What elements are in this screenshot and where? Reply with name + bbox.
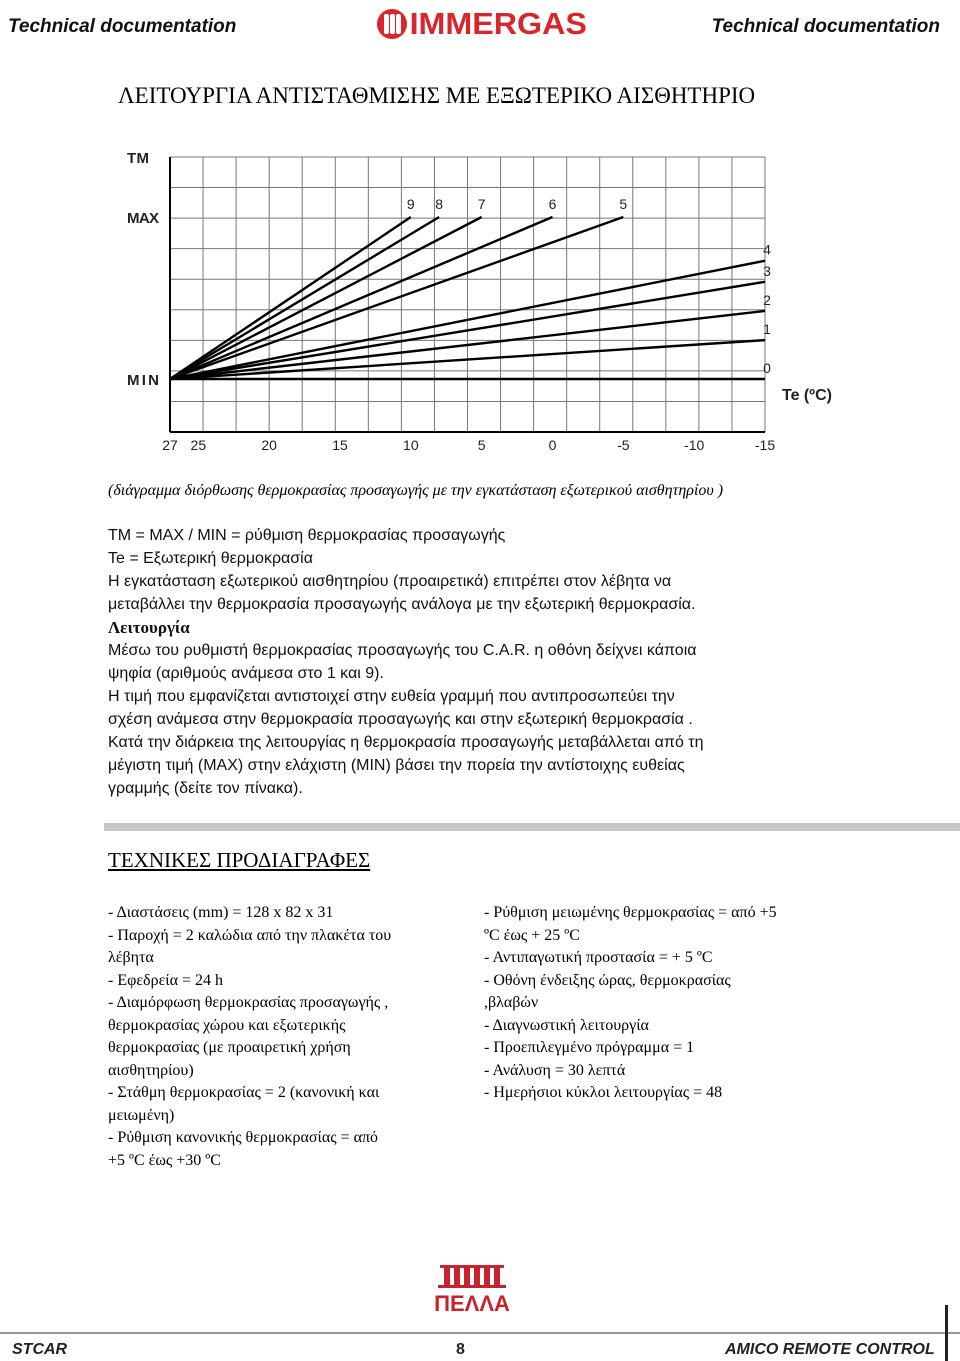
spec-line: ,βλαβών <box>484 994 539 1011</box>
footer-rule <box>0 1332 960 1334</box>
footer-right-text: AMICO REMOTE CONTROL <box>725 1341 935 1358</box>
x-tick-label: 15 <box>332 437 348 453</box>
curve-6 <box>170 217 553 379</box>
header-right-text: Technical documentation <box>711 16 940 37</box>
x-tick-label: 10 <box>403 437 419 453</box>
y-axis-label: MIN <box>127 372 159 389</box>
curve-label: 7 <box>477 196 486 212</box>
spec-line: +5 ºC έως +30 ºC <box>108 1151 221 1169</box>
x-tick-label: -10 <box>684 437 705 453</box>
curve-label: 1 <box>763 321 771 338</box>
chart-caption: (διάγραμμα διόρθωσης θερμοκρασίας προσαγωγής με την εγκατάσταση εξωτερικού αισθητηρίου ) <box>108 482 724 499</box>
spec-line: θερμοκρασίας χώρου και εξωτερικής <box>108 1016 346 1034</box>
description-line: Te = Εξωτερική θερμοκρασία <box>108 550 313 567</box>
x-tick-label: 20 <box>261 437 277 453</box>
pella-logo-text: ΠΕΛΛΑ <box>434 1291 510 1316</box>
curve-label: 6 <box>548 196 557 212</box>
section-heading-operation: Λειτουργία <box>108 618 190 637</box>
x-tick-label: 5 <box>477 437 486 453</box>
spec-line: - Στάθμη θερμοκρασίας = 2 (κανονική και <box>108 1084 380 1101</box>
x-tick-label: -5 <box>617 437 630 453</box>
spec-line: - Προεπιλεγμένο πρόγραμμα = 1 <box>484 1039 695 1056</box>
spec-line: - Εφεδρεία = 24 h <box>108 971 224 989</box>
specs-left-column <box>108 902 391 1172</box>
footer-left-text: STCAR <box>12 1341 68 1358</box>
spec-line: - Αντιπαγωτική προστασία = + 5 ºC <box>484 949 713 966</box>
description-line: Η εγκατάσταση εξωτερικού αισθητηρίου (προαιρετικά) επιτρέπει στον λέβητα να <box>108 573 672 590</box>
description-line: Κατά την διάρκεια της λειτουργίας η θερμοκρασία προσαγωγής μεταβάλλεται από τη <box>108 734 704 751</box>
pella-logo-column <box>444 1267 450 1285</box>
spec-line: - Ανάλυση = 30 λεπτά <box>484 1061 626 1079</box>
description <box>108 524 848 800</box>
spec-line: - Παροχή = 2 καλώδια από την πλακέτα του <box>108 926 392 944</box>
section-divider <box>104 823 960 831</box>
compensation-chart <box>110 135 832 460</box>
immergas-logo <box>377 6 587 42</box>
curve-label: 8 <box>435 196 444 212</box>
description-line: σχέση ανάμεσα στην θερμοκρασία προσαγωγής και στην εξωτερική θερμοκρασία . <box>108 711 693 728</box>
spec-line: - Ημερήσιοι κύκλοι λειτουργίας = 48 <box>484 1084 723 1101</box>
spec-line: μειωμένη) <box>108 1106 175 1124</box>
description-line: Η τιμή που εμφανίζεται αντιστοιχεί στην ευθεία γραμμή που αντιπροσωπεύει την <box>108 688 675 705</box>
pella-logo <box>410 1265 535 1315</box>
description-line: TM = MAX / MIN = ρύθμιση θερμοκρασίας προσαγωγής <box>108 527 506 544</box>
curve-label: 9 <box>406 196 415 212</box>
curve-label: 2 <box>763 291 771 308</box>
description-line: γραμμής (δείτε τον πίνακα). <box>108 780 303 797</box>
spec-line: λέβητα <box>108 949 154 966</box>
spec-line: - Ρύθμιση μειωμένης θερμοκρασίας = από +5 <box>484 904 777 921</box>
x-axis-title: Te (ºC) <box>782 387 832 404</box>
spec-line: - Διαγνωστική λειτουργία <box>484 1016 649 1034</box>
footer-vertical-bar <box>945 1305 948 1361</box>
curve-label: 4 <box>763 241 771 258</box>
spec-line: - Οθόνη ένδειξης ώρας, θερμοκρασίας <box>484 971 731 989</box>
y-axis-label: TM <box>127 150 149 167</box>
spec-line: αισθητηρίου) <box>108 1061 194 1079</box>
page-header <box>0 0 960 50</box>
x-tick-label: 25 <box>190 437 207 453</box>
curve-label: 5 <box>619 196 628 212</box>
immergas-logo-icon <box>377 9 407 39</box>
page-title: ΛΕΙΤΟΥΡΓΙΑ ΑΝΤΙΣΤΑΘΜΙΣΗΣ ΜΕ ΕΞΩΤΕΡΙΚΟ ΑΙΣΘΗΤΗΡΙΟ <box>118 83 756 108</box>
spec-line: - Ρύθμιση κανονικής θερμοκρασίας = από <box>108 1129 379 1146</box>
x-tick-label: 27 <box>162 437 178 453</box>
description-line: μέγιστη τιμή (MAX) στην ελάχιστη (MIN) βάσει την πορεία την αντίστοιχης ευθείας <box>108 757 685 774</box>
specs-title: ΤΕΧΝΙΚΕΣ ΠΡΟΔΙΑΓΡΑΦΕΣ <box>108 848 371 872</box>
description-line: Μέσω του ρυθμιστή θερμοκρασίας προσαγωγής του C.A.R. η οθόνη δείχνει κάποια <box>108 642 697 659</box>
spec-line: ºC έως + 25 ºC <box>484 926 580 944</box>
description-line: ψηφία (αριθμούς ανάμεσα στο 1 και 9). <box>108 665 384 682</box>
spec-line: - Διαμόρφωση θερμοκρασίας προσαγωγής , <box>108 994 389 1011</box>
specs-right-column <box>484 902 777 1105</box>
description-line: μεταβάλλει την θερμοκρασία προσαγωγής ανάλογα με την εξωτερική θερμοκρασία. <box>108 596 696 613</box>
immergas-logo-text: IMMERGAS <box>409 6 587 41</box>
spec-line: - Διαστάσεις (mm) = 128 x 82 x 31 <box>108 904 334 921</box>
page-number: 8 <box>456 1341 465 1358</box>
spec-line: θερμοκρασίας (με προαιρετική χρήση <box>108 1039 351 1056</box>
curve-label: 3 <box>763 262 771 279</box>
y-axis-label: MAX <box>127 210 159 227</box>
header-left-text: Technical documentation <box>8 16 237 37</box>
curve-label: 0 <box>763 360 771 376</box>
x-tick-label: -15 <box>754 437 776 453</box>
x-tick-label: 0 <box>548 437 557 453</box>
